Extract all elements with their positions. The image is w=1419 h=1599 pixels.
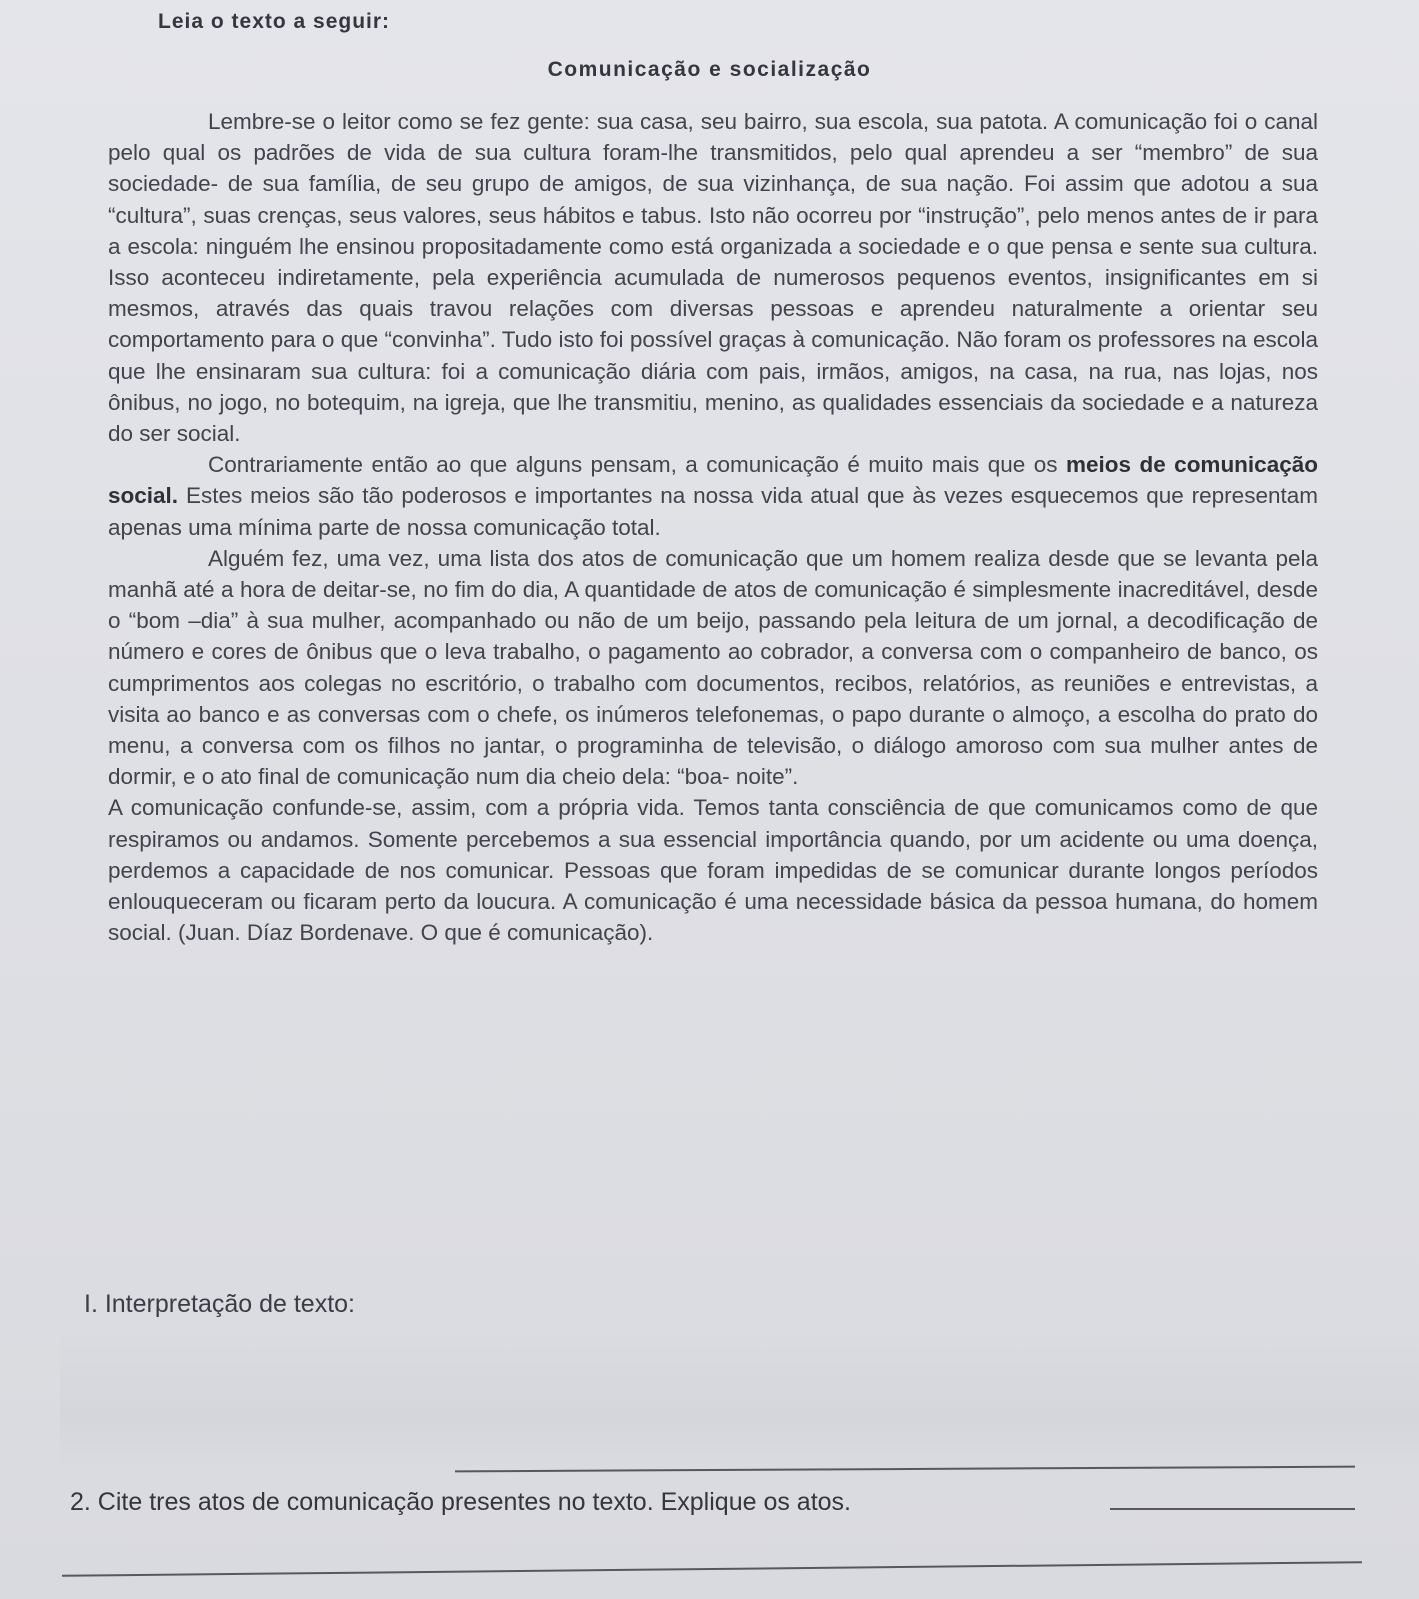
- paragraph-2: [108, 449, 1318, 543]
- source-citation: (Juan. Díaz Bordenave. O que é comunicação).: [178, 920, 654, 946]
- paragraph-4: [108, 792, 1318, 948]
- answer-line[interactable]: [62, 1561, 1362, 1577]
- question-2: 2. Cite tres atos de comunicação presentes no texto. Explique os atos.: [70, 1488, 851, 1516]
- paragraph-4-body: A comunicação confunde-se, assim, com a própria vida. Temos tanta consciência de que comunicamos como de que respiramos ou andamos. Somente percebemos a sua essencial importância quando, por um acidente ou uma doença, perdemos a capacidade de nos comunicar. Pessoas que foram impedidas de se comunicar durante longos períodos enlouqueceram ou ficaram perto da loucura. A comunicação é uma necessidade básica da pessoa humana, do homem social.: [108, 795, 1318, 946]
- paragraph-2-start: Contrariamente então ao que alguns pensam, a comunicação é muito mais que os: [208, 452, 1058, 478]
- paragraph-2-bold: meios de comunicação social.: [108, 452, 1318, 509]
- text-title: Comunicação e socialização: [547, 58, 872, 81]
- paragraph-3: Alguém fez, uma vez, uma lista dos atos de comunicação que um homem realiza desde que se levanta pela manhã até a hora de deitar-se, no fim do dia, A quantidade de atos de comunicação é simplesmente inacreditável, desde o “bom –dia” à sua mulher, acompanhado ou não de um beijo, passando pela leitura de um jornal, a decodificação de número e cores de ônibus que o leva trabalho, o pagamento ao cobrador, a conversa com o companheiro de banco, os cumprimentos aos colegas no escritório, o trabalho com documentos, recibos, relatórios, as reuniões e entrevistas, a visita ao banco e as conversas com o chefe, os inúmeros telefonemas, o papo durante o almoço, a escolha do prato do menu, a conversa com os filhos no jantar, o programinha de televisão, o diálogo amoroso com sua mulher antes de dormir, e o ato final de comunicação num dia cheio dela: “boa- noite”.: [108, 545, 1318, 790]
- reading-text: [108, 106, 1318, 948]
- answer-line[interactable]: [1110, 1508, 1355, 1510]
- answer-area-1[interactable]: [60, 1330, 1419, 1470]
- paragraph-2-end: Estes meios são tão poderosos e importantes na nossa vida atual que às vezes esquecemos que representam apenas uma mínima parte de nossa comunicação total.: [108, 483, 1318, 540]
- paragraph-1: Lembre-se o leitor como se fez gente: sua casa, seu bairro, sua escola, sua patota. A comunicação foi o canal pelo qual os padrões de vida de sua cultura foram-lhe transmitidos, pelo qual aprendeu a ser “membro” de sua sociedade- de sua família, de seu grupo de amigos, de sua vizinhança, de sua nação. Foi assim que adotou a sua “cultura”, suas crenças, seus valores, seus hábitos e tabus. Isto não ocorreu por “instrução”, pelo menos antes de ir para a escola: ninguém lhe ensinou propositadamente como está organizada a sociedade e o que pensa e sente sua cultura. Isso aconteceu indiretamente, pela experiência acumulada de numerosos pequenos eventos, insignificantes em si mesmos, através das quais travou relações com diversas pessoas e aprendeu naturalmente a orientar seu comportamento para o que “convinha”. Tudo isto foi possível graças à comunicação. Não foram os professores na escola que lhe ensinaram sua cultura: foi a comunicação diária com pais, irmãos, amigos, na casa, na rua, nas lojas, nos ônibus, no jogo, no botequim, na igreja, que lhe transmitiu, menino, as qualidades essenciais da sociedade e a natureza do ser social.: [108, 109, 1318, 447]
- instruction: Leia o texto a seguir:: [158, 10, 391, 33]
- question-1: I. Interpretação de texto:: [84, 1290, 355, 1318]
